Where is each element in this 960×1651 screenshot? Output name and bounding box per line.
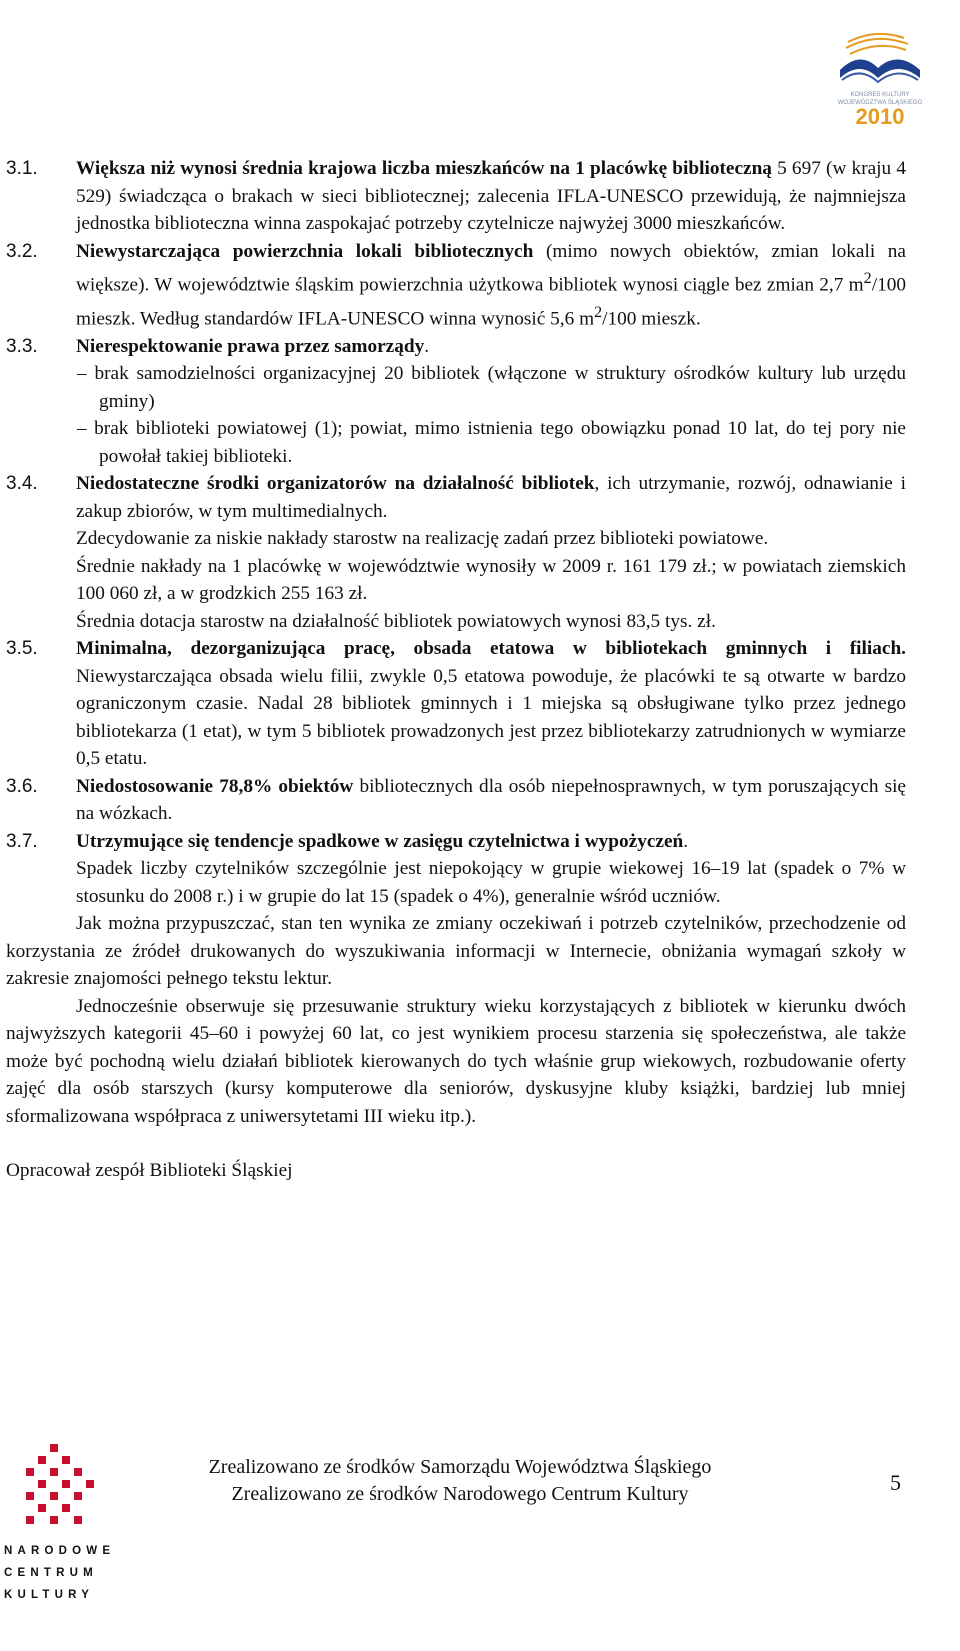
section-text bbox=[76, 470, 906, 525]
section-number: 3.4. bbox=[6, 473, 38, 495]
footer-text bbox=[160, 1454, 760, 1508]
main-content bbox=[6, 155, 906, 1185]
dash-list-item: – brak samodzielności organizacyjnej 20 bibliotek (włączone w struktury ośrodków kultury lub urzędu gminy) bbox=[77, 363, 906, 412]
section-line: Zdecydowanie za niskie nakłady starostw na realizację zadań przez biblioteki powiatowe. bbox=[76, 528, 769, 550]
section-3-2 bbox=[6, 238, 906, 333]
section-body: /100 mieszk. bbox=[602, 308, 701, 330]
section-line: Średnia dotacja starostw na działalność bibliotek powiatowych wynosi 83,5 tys. zł. bbox=[76, 610, 716, 632]
section-body: Niewystarczająca obsada wielu filii, zwykle 0,5 etatowa powoduje, że placówki te są otwarte w bardzo ograniczonym czasie. Nadal 28 bibliotek gminnych i 1 miejska są obsługiwane tylko przez jednego bibliotekarza (1 etat), w tym 5 bibliotek prowadzonych jest przez bibliotekarzy zatrudnionych w wymiarze 0,5 etatu. bbox=[76, 665, 906, 770]
section-body: . bbox=[424, 335, 430, 357]
section-heading: Niedostosowanie 78,8% obiektów bbox=[76, 775, 354, 797]
section-text bbox=[76, 333, 906, 361]
section-heading: Minimalna, dezorganizująca pracę, obsada etatowa w bibliotekach gminnych i filiach. bbox=[76, 638, 906, 660]
section-line: Średnie nakłady na 1 placówkę w województwie wynosiły w 2009 r. 161 179 zł.; w powiatach ziemskich 100 060 zł, a w grodzkich 255 163 zł. bbox=[76, 555, 906, 605]
section-number: 3.1. bbox=[6, 158, 38, 179]
section-body: . bbox=[683, 830, 689, 852]
section-3-5 bbox=[6, 635, 906, 773]
section-heading: Nierespektowanie prawa przez samorządy bbox=[76, 335, 425, 357]
section-number: 3.2. bbox=[6, 240, 38, 262]
section-body: , ich utrzymanie, rozwój, odnawianie i zakup zbiorów, w tym multimedialnych. bbox=[76, 473, 906, 522]
body-paragraph: Jednocześnie obserwuje się przesuwanie struktury wieku korzystających z bibliotek w kierunku dwóch najwyższych kategorii 45–60 i powyżej 60 lat, co jest wynikiem procesu starzenia się społeczeństwa, ale także może być pochodną wielu działań bibliotek kierowanych do tych właśnie grup wiekowych, rozbudowanie oferty zajęć dla osób starszych (kursy komputerowe dla seniorów, dyskusyjne kluby książki, bardziej lub mniej sformalizowana współpraca z uniwersytetami III wieku itp.). bbox=[6, 995, 906, 1127]
logo-year: 2010 bbox=[855, 104, 905, 128]
page-number: 5 bbox=[890, 1470, 901, 1495]
footer-line-2: Zrealizowano ze środków Narodowego Centrum Kultury bbox=[231, 1483, 689, 1505]
nck-grid-icon bbox=[24, 1440, 124, 1540]
logo-line1: KONGRES KULTURY bbox=[850, 92, 910, 98]
section-text bbox=[76, 828, 906, 856]
section-text bbox=[76, 238, 906, 333]
section-number: 3.5. bbox=[6, 638, 38, 660]
kongres-logo-icon bbox=[826, 20, 934, 128]
superscript: 2 bbox=[594, 303, 603, 321]
dash-list-item: – brak biblioteki powiatowej (1); powiat, mimo istnienia tego obowiązku ponad 10 lat, do tej pory nie powołał takiej biblioteki. bbox=[77, 418, 906, 467]
section-text bbox=[76, 155, 906, 238]
footer-line-1: Zrealizowano ze środków Samorządu Województwa Śląskiego bbox=[208, 1456, 712, 1478]
section-text bbox=[76, 635, 906, 773]
nck-word-2: CENTRUM bbox=[4, 1567, 98, 1579]
kongres-kultury-logo bbox=[826, 20, 934, 128]
logo-line2: WOJEWÓDZTWA ŚLĄSKIEGO bbox=[837, 100, 923, 106]
section-3-6 bbox=[6, 773, 906, 828]
section-3-4 bbox=[6, 470, 906, 635]
section-heading: Utrzymujące się tendencje spadkowe w zasięgu czytelnictwa i wypożyczeń bbox=[76, 830, 684, 852]
section-body: /100 mieszk. Według standardów IFLA-UNESCO winna wynosić 5,6 m bbox=[76, 274, 906, 330]
section-number: 3.7. bbox=[6, 830, 38, 852]
section-number: 3.6. bbox=[6, 775, 38, 797]
section-heading: Większa niż wynosi średnia krajowa liczba mieszkańców na 1 placówkę biblioteczną bbox=[76, 158, 772, 179]
section-line: Spadek liczby czytelników szczególnie jest niepokojący w grupie wiekowej 16–19 lat (spadek o 7% w stosunku do 2008 r.) i w grupie do lat 15 (spadek o 4%), generalnie wśród uczniów. bbox=[76, 858, 906, 907]
section-body: 5 697 (w kraju 4 529) świadcząca o brakach w sieci bibliotecznej; zalecenia IFLA-UNESCO przewidują, że najmniejsza jednostka biblioteczna winna zaspokajać potrzeby czytelnicze najwyżej 3000 mieszkańców. bbox=[76, 158, 906, 234]
section-number: 3.3. bbox=[6, 335, 38, 357]
signature: Opracował zespół Biblioteki Śląskiej bbox=[6, 1160, 293, 1182]
section-heading: Niedostateczne środki organizatorów na działalność bibliotek bbox=[76, 473, 595, 495]
section-3-1 bbox=[6, 155, 906, 238]
section-text bbox=[76, 773, 906, 828]
superscript: 2 bbox=[863, 270, 872, 287]
nck-word-1: NARODOWE bbox=[4, 1545, 116, 1557]
nck-logo bbox=[4, 1440, 116, 1650]
section-body: bibliotecznych dla osób niepełnosprawnych, w tym poruszających się na wózkach. bbox=[76, 775, 906, 825]
section-heading: Niewystarczająca powierzchnia lokali bibliotecznych bbox=[76, 240, 534, 262]
nck-word-3: KULTURY bbox=[4, 1589, 95, 1601]
spacer bbox=[6, 1130, 906, 1157]
section-3-7 bbox=[6, 828, 906, 911]
section-body: (mimo nowych obiektów, zmian lokali na większe). W województwie śląskim powierzchnia użytkowa bibliotek wynosi ciągle bez zmian 2,7 m bbox=[76, 240, 906, 296]
body-paragraph: Jak można przypuszczać, stan ten wynika ze zmiany oczekiwań i potrzeb czytelników, przechodzenie od korzystania ze źródeł drukowanych do wyszukiwania informacji w Internecie, obniżania wymagań szkoły w zakresie znajomości pełnego tekstu lektur. bbox=[6, 913, 906, 990]
section-3-3 bbox=[6, 333, 906, 361]
